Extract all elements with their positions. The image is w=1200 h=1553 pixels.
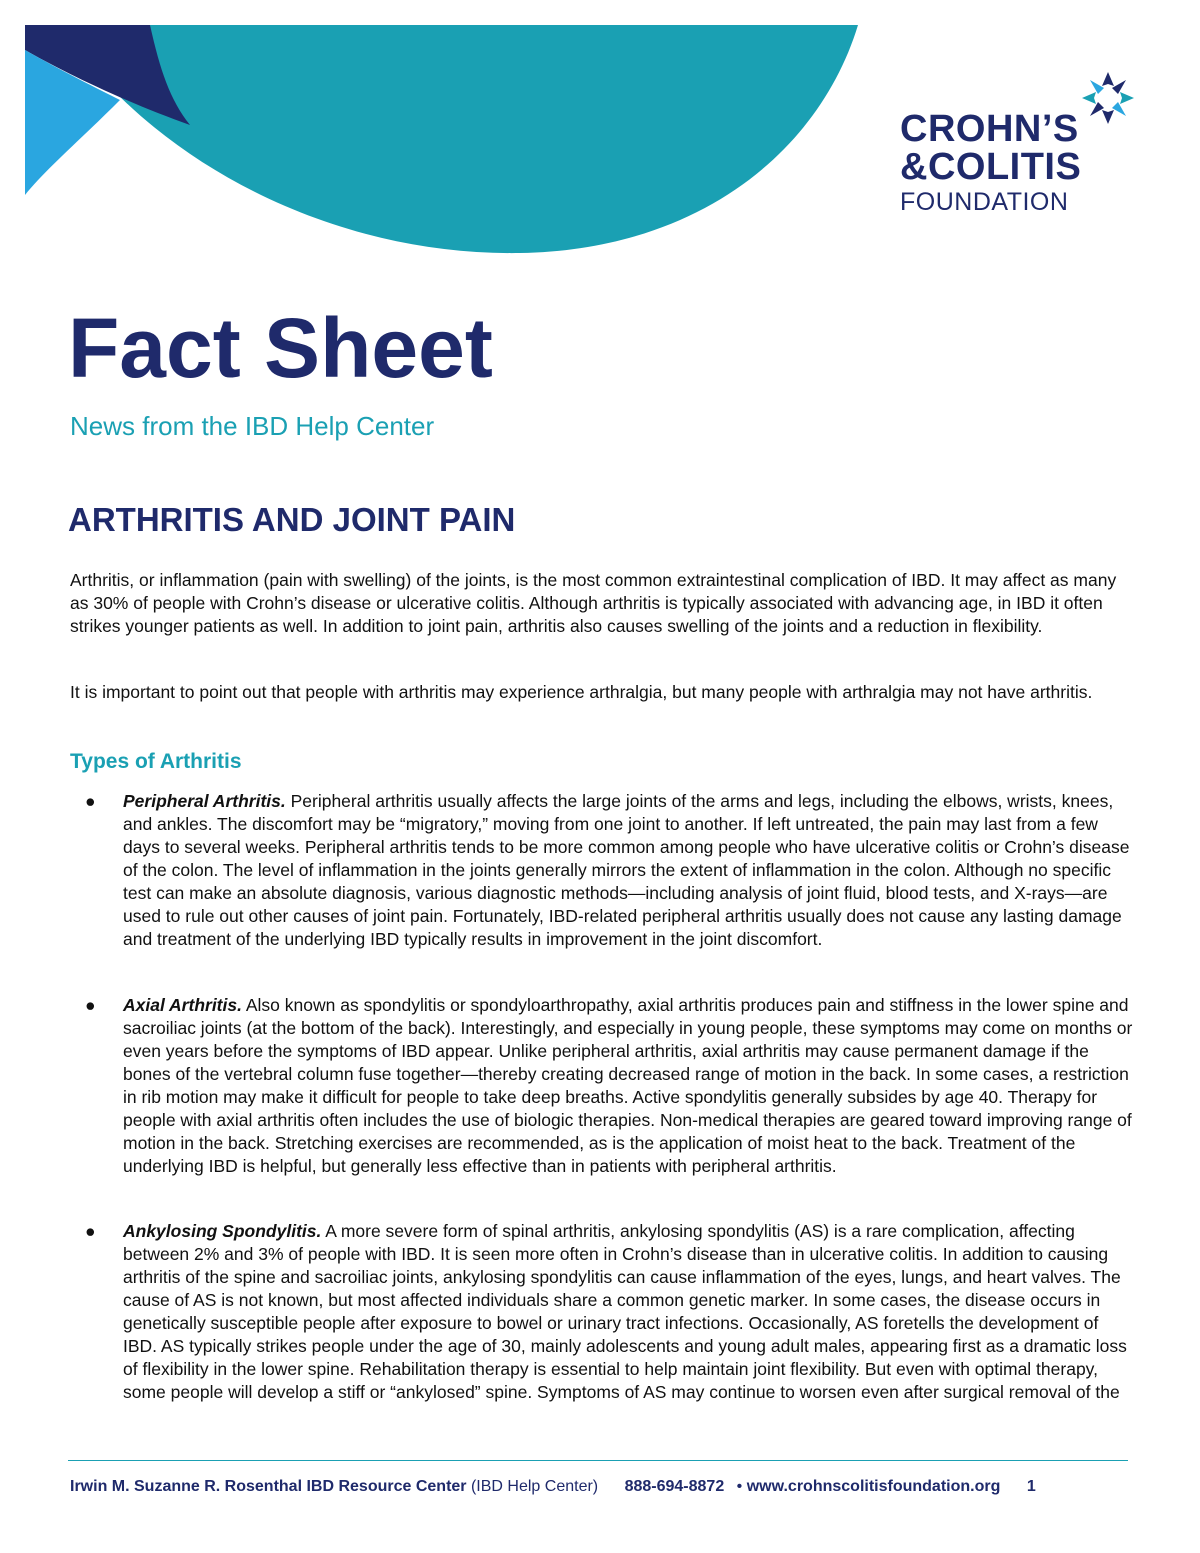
list-item-title: Peripheral Arthritis. (123, 791, 286, 811)
arthralgia-paragraph: It is important to point out that people with arthritis may experience arthralgia, but many people with arthralgia may not have arthritis. (70, 682, 1093, 702)
footer-center-name: Irwin M. Suzanne R. Rosenthal IBD Resource Center (70, 1478, 467, 1495)
intro-paragraph: Arthritis, or inflammation (pain with swelling) of the joints, is the most common extraintestinal complication of IBD. It may affect as many as 30% of people with Crohn’s disease or ulcerative colitis. Although arthritis is typically associated with advancing age, in IBD it often strikes younger patients as well. In addition to joint pain, arthritis also causes swelling of the joints and a reduction in flexibility. (70, 570, 1117, 636)
bullet-icon: ● (85, 995, 96, 1015)
page-number: 1 (1026, 1478, 1036, 1495)
list-item-description: Also known as spondylitis or spondyloarthropathy, axial arthritis produces pain and stiffness in the lower spine and sacroiliac joints (at the bottom of the back). Interestingly, and especially in young people, these symptoms may come on months or even years before the symptoms of IBD appear. Unlike peripheral arthritis, axial arthritis may cause permanent damage if the bones of the vertebral column fuse together—thereby creating decreased range of motion in the back. In some cases, a restriction in rib motion may make it difficult for people to take deep breaths. Active spondylitis generally subsides by age 40. Therapy for people with axial arthritis often includes the use of biologic therapies. Non-medical therapies are geared toward improving range of motion in the back. Stretching exercises are recommended, as is the application of moist heat to the back. Treatment of the underlying IBD is helpful, but generally less effective than in patients with peripheral arthritis. (123, 995, 1133, 1176)
bullet-icon: ● (85, 791, 96, 811)
page-title: Fact Sheet (68, 301, 493, 395)
types-heading: Types of Arthritis (70, 750, 242, 773)
logo-line-foundation: FOUNDATION (900, 188, 1069, 216)
footer-divider (68, 1460, 1128, 1461)
list-item-title: Axial Arthritis. (123, 995, 242, 1015)
foundation-logo (900, 60, 1100, 216)
list-item-text (123, 1220, 1133, 1404)
list-item-text (123, 994, 1133, 1178)
footer-website-link[interactable]: www.crohnscolitisfoundation.org (746, 1478, 1001, 1495)
footer-separator: • (736, 1478, 743, 1495)
section-heading: ARTHRITIS AND JOINT PAIN (68, 501, 516, 538)
list-item-text (123, 790, 1133, 951)
footer-center-note: (IBD Help Center) (470, 1478, 599, 1495)
footer-phone: 888-694-8872 (624, 1478, 725, 1495)
list-item-title: Ankylosing Spondylitis. (123, 1221, 322, 1241)
page-footer (70, 1476, 1130, 1498)
logo-line-colitis: &COLITIS (900, 146, 1082, 188)
list-item-description: A more severe form of spinal arthritis, ankylosing spondylitis (AS) is a rare complication, affecting between 2% and 3% of people with IBD. It is seen more often in Crohn’s disease than in ulcerative colitis. In addition to causing arthritis of the spine and sacroiliac joints, ankylosing spondylitis can cause inflammation of the eyes, lungs, and heart valves. The cause of AS is not known, but most affected individuals share a common genetic marker. In some cases, the disease occurs in genetically susceptible people after exposure to bowel or urinary tract infections. Occasionally, AS foretells the development of IBD. AS typically strikes people under the age of 30, mainly adolescents and young adult males, appearing first as a dramatic loss of flexibility in the lower spine. Rehabilitation therapy is essential to help maintain joint flexibility. But even with optimal therapy, some people will develop a stiff or “ankylosed” spine. Symptoms of AS may continue to worsen even after surgical removal of the (123, 1221, 1127, 1402)
logo-line-crohns: CROHN’S (900, 108, 1079, 150)
page-subtitle: News from the IBD Help Center (70, 411, 435, 441)
logo-wordmark (900, 110, 1100, 218)
bullet-icon: ● (85, 1221, 96, 1241)
list-item-description: Peripheral arthritis usually affects the large joints of the arms and legs, including the elbows, wrists, knees, and ankles. The discomfort may be “migratory,” moving from one joint to another. If left untreated, the pain may last from a few days to several weeks. Peripheral arthritis tends to be more common among people who have ulcerative colitis or Crohn’s disease of the colon. The level of inflammation in the joints generally mirrors the extent of inflammation in the colon. Although no specific test can make an absolute diagnosis, various diagnostic methods—including analysis of joint fluid, blood tests, and X-rays—are used to rule out other causes of joint pain. Fortunately, IBD-related peripheral arthritis usually does not cause any lasting damage and treatment of the underlying IBD typically results in improvement in the joint discomfort. (123, 791, 1130, 949)
